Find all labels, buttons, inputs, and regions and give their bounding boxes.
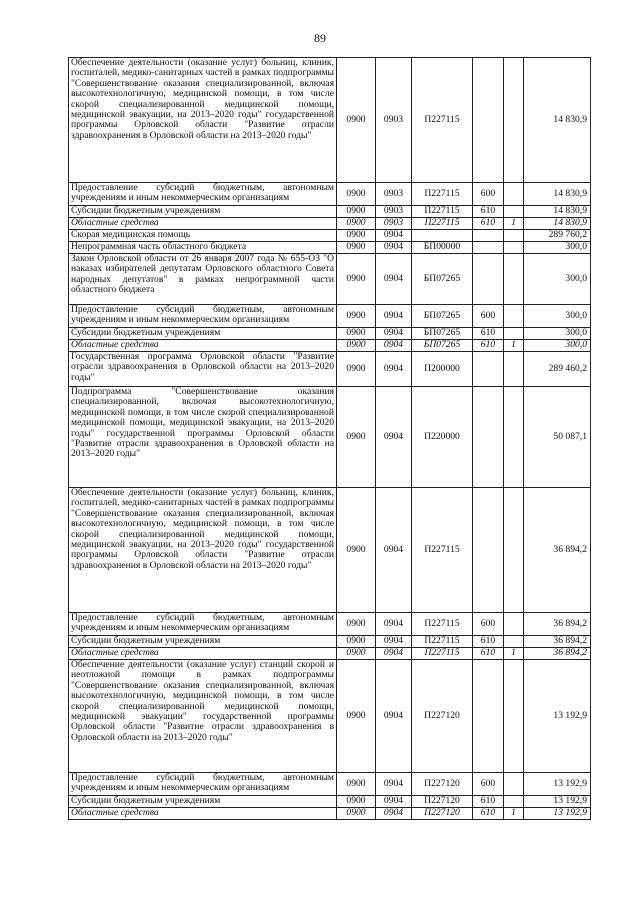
row-name-cell: Предоставление субсидий бюджетным, автономным учреждениям и иным некоммерческим организациям [69, 613, 337, 636]
row-name-cell: Субсидии бюджетным учреждениям [69, 328, 337, 340]
expense-type-cell: 610 [473, 218, 504, 230]
table-row [69, 230, 591, 242]
section-code-cell: 0904 [376, 796, 412, 808]
target-code-cell: П200000 [412, 352, 473, 387]
row-name-cell: Субсидии бюджетным учреждениям [69, 206, 337, 218]
chapter-code-cell: 0900 [337, 660, 376, 773]
budget-table-body [69, 58, 591, 820]
funding-code-cell [504, 796, 524, 808]
funding-code-cell [504, 613, 524, 636]
amount-cell: 289 760,2 [524, 230, 591, 242]
chapter-code-cell: 0900 [337, 648, 376, 660]
funding-code-cell: 1 [504, 808, 524, 820]
row-name-cell: Областные средства [69, 808, 337, 820]
table-row [69, 796, 591, 808]
target-code-cell: П227115 [412, 648, 473, 660]
amount-cell: 14 830,9 [524, 183, 591, 206]
target-code-cell: П227120 [412, 773, 473, 796]
table-row [69, 58, 591, 183]
section-code-cell: 0904 [376, 636, 412, 648]
funding-code-cell [504, 773, 524, 796]
amount-cell: 14 830,9 [524, 206, 591, 218]
chapter-code-cell: 0900 [337, 328, 376, 340]
funding-code-cell [504, 352, 524, 387]
expense-type-cell: 610 [473, 648, 504, 660]
chapter-code-cell: 0900 [337, 206, 376, 218]
table-row [69, 340, 591, 352]
amount-cell: 36 894,2 [524, 613, 591, 636]
target-code-cell: П227120 [412, 660, 473, 773]
expense-type-cell: 610 [473, 340, 504, 352]
funding-code-cell [504, 183, 524, 206]
row-name-cell: Обеспечение деятельности (оказание услуг) больниц, клиник, госпиталей, медико-санитарных частей в рамках подпрограммы "Совершенствование оказания специализированной, включая высокотехнологичную, медицинской помощи, в том числе скорой специализированной медицинской помощи, медицинской эвакуации, на 2013–2020 годы" государственной программы Орловской области "Развитие отрасли здравоохранения в Орловской области на 2013–2020 годы" [69, 488, 337, 613]
expense-type-cell: 600 [473, 305, 504, 328]
target-code-cell: БП07265 [412, 340, 473, 352]
chapter-code-cell: 0900 [337, 218, 376, 230]
section-code-cell: 0904 [376, 305, 412, 328]
expense-type-cell: 600 [473, 183, 504, 206]
amount-cell: 300,0 [524, 305, 591, 328]
table-row [69, 305, 591, 328]
expense-type-cell [473, 488, 504, 613]
amount-cell: 300,0 [524, 328, 591, 340]
table-row [69, 636, 591, 648]
expense-type-cell: 610 [473, 328, 504, 340]
table-row [69, 648, 591, 660]
budget-table [68, 57, 591, 820]
target-code-cell: БП07265 [412, 328, 473, 340]
target-code-cell: П220000 [412, 387, 473, 488]
table-row [69, 328, 591, 340]
section-code-cell: 0903 [376, 183, 412, 206]
row-name-cell: Закон Орловской области от 26 января 2007 года № 655-ОЗ "О наказах избирателей депутатам Орловского областного Совета народных депутатов" в рамках непрограммной части областного бюджета [69, 254, 337, 305]
funding-code-cell [504, 305, 524, 328]
section-code-cell: 0904 [376, 488, 412, 613]
expense-type-cell [473, 242, 504, 254]
table-row [69, 773, 591, 796]
target-code-cell: БП00000 [412, 242, 473, 254]
section-code-cell: 0903 [376, 218, 412, 230]
table-row [69, 254, 591, 305]
section-code-cell: 0904 [376, 660, 412, 773]
table-row [69, 352, 591, 387]
funding-code-cell [504, 488, 524, 613]
funding-code-cell [504, 660, 524, 773]
expense-type-cell: 600 [473, 773, 504, 796]
expense-type-cell [473, 254, 504, 305]
section-code-cell: 0904 [376, 613, 412, 636]
funding-code-cell [504, 242, 524, 254]
amount-cell: 36 894,2 [524, 488, 591, 613]
funding-code-cell [504, 387, 524, 488]
section-code-cell: 0904 [376, 352, 412, 387]
funding-code-cell: 1 [504, 218, 524, 230]
funding-code-cell [504, 328, 524, 340]
funding-code-cell [504, 206, 524, 218]
funding-code-cell [504, 58, 524, 183]
chapter-code-cell: 0900 [337, 796, 376, 808]
row-name-cell: Подпрограмма "Совершенствование оказания специализированной, включая высокотехнологичную, медицинской помощи, в том числе скорой специализированной медицинской помощи, медицинской эвакуации, на 2013–2020 годы" государственной программы Орловской области "Развитие отрасли здравоохранения в Орловской области на 2013–2020 годы" [69, 387, 337, 488]
row-name-cell: Областные средства [69, 648, 337, 660]
target-code-cell: БП07265 [412, 254, 473, 305]
target-code-cell: П227115 [412, 58, 473, 183]
row-name-cell: Непрограммная часть областного бюджета [69, 242, 337, 254]
section-code-cell: 0904 [376, 254, 412, 305]
row-name-cell: Субсидии бюджетным учреждениям [69, 796, 337, 808]
chapter-code-cell: 0900 [337, 183, 376, 206]
table-row [69, 488, 591, 613]
chapter-code-cell: 0900 [337, 613, 376, 636]
target-code-cell: П227115 [412, 636, 473, 648]
row-name-cell: Обеспечение деятельности (оказание услуг) станций скорой и неотложной помощи в рамках подпрограммы "Совершенствование оказания специализированной, включая высокотехнологичную, медицинской помощи, в том числе скорой специализированной медицинской помощи, медицинской эвакуации" государственной программы Орловской области "Развитие отрасли здравоохранения в Орловской области на 2013–2020 годы" [69, 660, 337, 773]
chapter-code-cell: 0900 [337, 305, 376, 328]
chapter-code-cell: 0900 [337, 242, 376, 254]
table-row [69, 808, 591, 820]
funding-code-cell: 1 [504, 340, 524, 352]
target-code-cell: П227115 [412, 488, 473, 613]
target-code-cell: П227115 [412, 206, 473, 218]
expense-type-cell [473, 58, 504, 183]
row-name-cell: Предоставление субсидий бюджетным, автономным учреждениям и иным некоммерческим организациям [69, 305, 337, 328]
section-code-cell: 0904 [376, 340, 412, 352]
amount-cell: 300,0 [524, 340, 591, 352]
table-row [69, 660, 591, 773]
amount-cell: 13 192,9 [524, 773, 591, 796]
target-code-cell: П227115 [412, 183, 473, 206]
row-name-cell: Предоставление субсидий бюджетным, автономным учреждениям и иным некоммерческим организациям [69, 773, 337, 796]
target-code-cell: П227115 [412, 218, 473, 230]
target-code-cell: П227120 [412, 796, 473, 808]
amount-cell: 300,0 [524, 242, 591, 254]
target-code-cell: П227115 [412, 613, 473, 636]
table-row [69, 206, 591, 218]
amount-cell: 36 894,2 [524, 648, 591, 660]
expense-type-cell [473, 660, 504, 773]
target-code-cell [412, 230, 473, 242]
expense-type-cell [473, 387, 504, 488]
row-name-cell: Государственная программа Орловской области "Развитие отрасли здравоохранения в Орловской области на 2013–2020 годы" [69, 352, 337, 387]
expense-type-cell [473, 230, 504, 242]
table-row [69, 242, 591, 254]
amount-cell: 36 894,2 [524, 636, 591, 648]
row-name-cell: Областные средства [69, 340, 337, 352]
expense-type-cell: 610 [473, 636, 504, 648]
funding-code-cell [504, 636, 524, 648]
amount-cell: 13 192,9 [524, 808, 591, 820]
amount-cell: 14 830,9 [524, 218, 591, 230]
section-code-cell: 0904 [376, 648, 412, 660]
section-code-cell: 0903 [376, 206, 412, 218]
amount-cell: 14 830,9 [524, 58, 591, 183]
row-name-cell: Областные средства [69, 218, 337, 230]
amount-cell: 289 460,2 [524, 352, 591, 387]
expense-type-cell: 610 [473, 808, 504, 820]
expense-type-cell: 610 [473, 796, 504, 808]
table-row [69, 218, 591, 230]
chapter-code-cell: 0900 [337, 488, 376, 613]
expense-type-cell [473, 352, 504, 387]
row-name-cell: Субсидии бюджетным учреждениям [69, 636, 337, 648]
chapter-code-cell: 0900 [337, 254, 376, 305]
row-name-cell: Обеспечение деятельности (оказание услуг) больниц, клиник, госпиталей, медико-санитарных частей в рамках подпрограммы "Совершенствование оказания специализированной, включая высокотехнологичную, медицинской помощи, в том числе скорой специализированной медицинской помощи, медицинской эвакуации, на 2013–2020 годы" государственной программы Орловской области "Развитие отрасли здравоохранения в Орловской области на 2013–2020 годы" [69, 58, 337, 183]
amount-cell: 13 192,9 [524, 796, 591, 808]
amount-cell: 300,0 [524, 254, 591, 305]
section-code-cell: 0903 [376, 58, 412, 183]
target-code-cell: П227120 [412, 808, 473, 820]
chapter-code-cell: 0900 [337, 230, 376, 242]
row-name-cell: Предоставление субсидий бюджетным, автономным учреждениям и иным некоммерческим организациям [69, 183, 337, 206]
table-row [69, 183, 591, 206]
chapter-code-cell: 0900 [337, 773, 376, 796]
section-code-cell: 0904 [376, 242, 412, 254]
chapter-code-cell: 0900 [337, 352, 376, 387]
expense-type-cell: 610 [473, 206, 504, 218]
amount-cell: 50 087,1 [524, 387, 591, 488]
row-name-cell: Скорая медицинская помощь [69, 230, 337, 242]
expense-type-cell: 600 [473, 613, 504, 636]
section-code-cell: 0904 [376, 808, 412, 820]
funding-code-cell [504, 230, 524, 242]
page-number: 89 [314, 31, 326, 45]
target-code-cell: БП07265 [412, 305, 473, 328]
section-code-cell: 0904 [376, 387, 412, 488]
amount-cell: 13 192,9 [524, 660, 591, 773]
funding-code-cell [504, 254, 524, 305]
section-code-cell: 0904 [376, 328, 412, 340]
funding-code-cell: 1 [504, 648, 524, 660]
section-code-cell: 0904 [376, 230, 412, 242]
chapter-code-cell: 0900 [337, 636, 376, 648]
section-code-cell: 0904 [376, 773, 412, 796]
chapter-code-cell: 0900 [337, 387, 376, 488]
chapter-code-cell: 0900 [337, 808, 376, 820]
table-row [69, 613, 591, 636]
table-row [69, 387, 591, 488]
chapter-code-cell: 0900 [337, 340, 376, 352]
chapter-code-cell: 0900 [337, 58, 376, 183]
